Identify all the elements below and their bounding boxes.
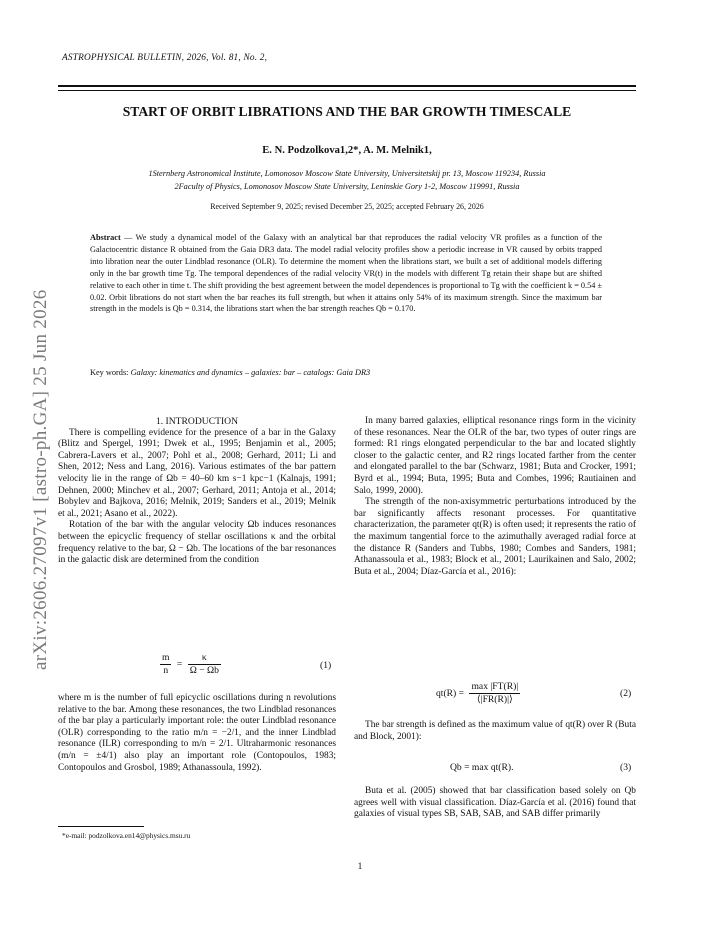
- abstract-label: Abstract: [90, 233, 121, 242]
- right-paragraph-2: The strength of the non-axisymmetric perturbations introduced by the bar significantly affects resonant processes. For quantitative characterization, the parameter qt(R) is often used; it represents the ratio of the maximum tangential force to the azimuthally averaged radial force at the distance R (Sanders and Tubbs, 1980; Combes and Sanders, 1981; Athanassoula et al., 1983; Block et al., 2001; Laurikainen and Salo, 2002; Buta et al., 2004; Díaz-García et al., 2016):: [354, 497, 636, 577]
- eq1-lhs-fraction: [160, 652, 171, 677]
- left-paragraph-2: Rotation of the bar with the angular velocity Ωb induces resonances between the epicyclic frequency of stellar oscillations κ and the orbital frequency relative to the bar, Ω − Ωb. The locations of the bar resonances in the galactic disk are determined from the condition: [58, 520, 336, 566]
- journal-header: ASTROPHYSICAL BULLETIN, 2026, Vol. 81, No. 2,: [62, 53, 268, 63]
- left-paragraph-1: There is compelling evidence for the presence of a bar in the Galaxy (Blitz and Spergel, 1991; Dwek et al., 1995; Benjamin et al., 2005; Cabrera-Lavers et al., 2007; Pohl et al., 2008; Gerhard, 2011; Li and Shen, 2012; Ness and Lang, 2016). Various estimates of the bar pattern velocity lie in the range of Ωb = 40–60 km s−1 kpc−1 (Kalnajs, 1991; Dehnen, 2000; Minchev et al., 2007; Gerhard, 2011; Antoja et al., 2014; Bobylev and Bajkova, 2016; Melnik, 2019; Sanders et al., 2019; Melnik et al., 2021; Asano et al., 2022).: [58, 427, 336, 519]
- keywords-text: Galaxy: kinematics and dynamics – galaxies: bar – catalogs: Gaia DR3: [130, 368, 371, 377]
- authors: E. N. Podzolkova1,2*, A. M. Melnik1,: [262, 145, 432, 156]
- right-paragraph-4: Buta et al. (2005) showed that bar classification based solely on Qb agrees well with visual classification. Díaz-García et al. (2016) found that galaxies of visual types SB, SAB, SAB, and SAB differ primarily: [354, 786, 636, 820]
- header-rule-thin: [58, 90, 636, 91]
- keywords-label: Key words:: [90, 368, 129, 377]
- header-rule-thick: [58, 85, 636, 87]
- right-paragraph-3: The bar strength is defined as the maximum value of qt(R) over R (Buta and Block, 2001):: [354, 720, 636, 742]
- received-dates: Received September 9, 2025; revised December 25, 2025; accepted February 26, 2026: [210, 202, 484, 211]
- right-paragraph-1: In many barred galaxies, elliptical resonance rings form in the vicinity of these resonances. Near the OLR of the bar, two types of outer rings are formed: R1 rings elongated perpendicular to the bar and located slightly closer to the galactic center, and R2 rings located farther from the center and elongated parallel to the bar (Schwarz, 1981; Buta and Crocker, 1991; Byrd et al., 1994; Buta, 1995; Buta and Combes, 1996; Rautiainen and Salo, 1999, 2000).: [354, 416, 636, 496]
- equation-3: Qb = max qt(R).: [450, 762, 514, 773]
- affiliation-1: 1Sternberg Astronomical Institute, Lomonosov Moscow State University, Universitetskij pr. 13, Moscow 119234, Russia: [148, 169, 546, 178]
- section-title: 1. INTRODUCTION: [155, 416, 239, 427]
- arxiv-stamp-text: arXiv:2606.27097v1 [astro-ph.GA] 25 Jun 2026: [30, 289, 51, 670]
- footnote-rule: [58, 826, 144, 827]
- right-column: [354, 416, 636, 578]
- eq1-equals: =: [176, 659, 183, 670]
- equation-3-number: (3): [620, 762, 632, 773]
- equation-2: [436, 681, 520, 706]
- footnote: *e-mail: podzolkova.en14@physics.msu.ru: [62, 831, 191, 840]
- eq1-rhs-fraction: [188, 652, 221, 677]
- eq2-lhs: qt(R) =: [436, 688, 465, 699]
- abstract-text: — We study a dynamical model of the Galaxy with an analytical bar that reproduces the radial velocity VR profiles as a function of the Galactocentric distance R obtained from the Gaia DR3 data. The model radial velocity profiles show a periodic increase in VR caused by orbits trapped into libration near the outer Lindblad resonance (OLR). To determine the moment when the librations start, we built a set of additional models differing only in the bar growth time Tg. The temporal dependences of the radial velocity VR(t) in the models with different Tg retain their shape but are shifted relative to each other in time t. The shift providing the best agreement between the model dependences is proportional to Tg with the coefficient k = 0.54 ± 0.02. Orbit librations do not start when the bar reaches its full strength, but when it attains only 54% of its maximum strength. Since the maximum bar strength in the models is Qb = 0.314, the librations start when the bar strength reaches Qb = 0.170.: [90, 233, 602, 314]
- page-number: 1: [357, 862, 363, 872]
- right-column-end: [354, 786, 636, 821]
- eq1-lhs-num: m: [162, 652, 170, 663]
- eq2-numerator: max |FT(R)|: [471, 681, 519, 692]
- equation-2-number: (2): [620, 688, 632, 699]
- eq1-rhs-den: Ω − Ωb: [189, 665, 219, 676]
- left-paragraph-3: where m is the number of full epicyclic oscillations during n revolutions relative to the bar. Among these resonances, the two Lindblad resonances of the bar play a particularly important role: the outer Lindblad resonance (OLR) corresponding to the ratio m/n = −2/1, and the inner Lindblad resonance (ILR) corresponding to m/n = 2/1. Ultraharmonic resonances (m/n = ±4/1) also play an important role (Contopoulos, 1983; Contopoulos and Grosbol, 1989; Athanassoula, 1992).: [58, 693, 336, 773]
- equation-1: [160, 652, 221, 677]
- left-column: [58, 416, 336, 567]
- abstract: [90, 232, 602, 315]
- affiliation-2: 2Faculty of Physics, Lomonosov Moscow State University, Leninskie Gory 1-2, Moscow 119991, Russia: [174, 182, 520, 191]
- eq2-denominator: ⟨|FR(R)|⟩: [476, 694, 513, 705]
- paper-title: START OF ORBIT LIBRATIONS AND THE BAR GROWTH TIMESCALE: [122, 104, 572, 119]
- arxiv-stamp: [3, 230, 51, 670]
- eq1-lhs-den: n: [163, 665, 169, 676]
- eq2-fraction: [469, 681, 520, 706]
- keywords: [90, 368, 602, 377]
- left-column-continued: [58, 693, 336, 774]
- equation-1-number: (1): [320, 660, 332, 671]
- right-column-continued: [354, 720, 636, 743]
- eq1-rhs-num: κ: [188, 652, 221, 665]
